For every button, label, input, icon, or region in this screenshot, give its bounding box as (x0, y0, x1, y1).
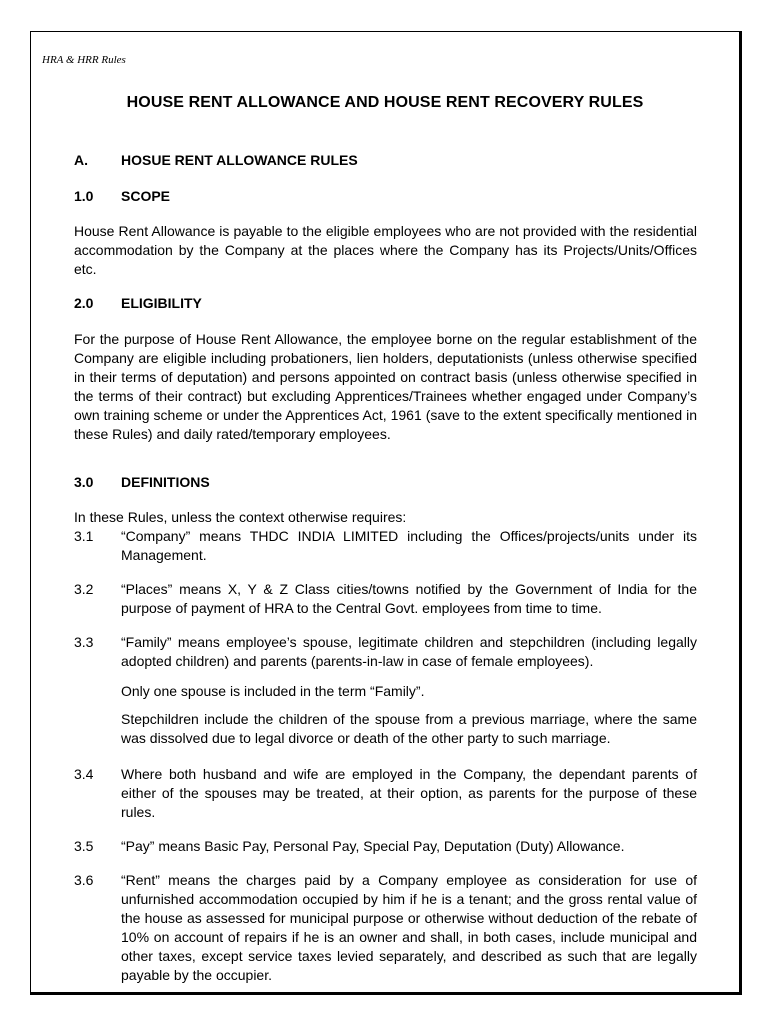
item-text: “Places” means X, Y & Z Class cities/towns notified by the Government of India for the purpose of payment of HRA to the Central Govt. employees from time to time. (121, 581, 697, 616)
section-number: A. (74, 152, 88, 168)
item-text: “Company” means THDC INDIA LIMITED including the Offices/projects/units under its Management. (121, 528, 697, 563)
eligibility-paragraph: For the purpose of House Rent Allowance, the employee borne on the regular establishment of the Company are eligible including probationers, lien holders, deputationists (unless otherwise specified in their terms of deputation) and persons appointed on contract basis (unless otherwise specified in the terms of their contract) but excluding Apprentices/Trainees whether engaged under Company’s own training scheme or under the Apprentices Act, 1961 (save to the extent specifically mentioned in these Rules) and daily rated/temporary employees. (74, 331, 697, 442)
definition-item (74, 527, 697, 565)
definition-item (74, 633, 697, 671)
item-number: 3.5 (74, 838, 94, 854)
section-a-heading (74, 152, 358, 168)
item-number: 3.1 (74, 528, 94, 544)
definition-item (74, 837, 697, 856)
definition-item (74, 580, 697, 618)
section-number: 1.0 (74, 188, 94, 204)
family-note: Only one spouse is included in the term “Family”. (121, 683, 425, 699)
section-number: 3.0 (74, 474, 94, 490)
definition-item (74, 871, 697, 985)
definitions-heading (74, 474, 210, 490)
section-label: SCOPE (121, 188, 171, 204)
item-text: “Family” means employee’s spouse, legitimate children and stepchildren (including legally adopted children) and parents (parents-in-law in case of female employees). (121, 634, 697, 669)
scope-paragraph: House Rent Allowance is payable to the eligible employees who are not provided with the residential accommodation by the Company at the places where the Company has its Projects/Units/Offices etc. (74, 223, 697, 277)
item-text: “Rent” means the charges paid by a Company employee as consideration for use of unfurnished accommodation occupied by him if he is a tenant; and the gross rental value of the house as assessed for municipal purpose or otherwise without deduction of the rebate of 10% on account of repairs if he is an owner and shall, in both cases, include municipal and other taxes, except service taxes levied separately, and described as such that are legally payable by the occupier. (121, 872, 697, 983)
section-number: 2.0 (74, 295, 94, 311)
family-note: Stepchildren include the children of the spouse from a previous marriage, where the same was dissolved due to legal divorce or death of the other party to such marriage. (121, 711, 697, 746)
section-label: DEFINITIONS (121, 474, 210, 490)
running-header: HRA & HRR Rules (42, 54, 126, 66)
item-number: 3.2 (74, 581, 94, 597)
definition-item (74, 765, 697, 822)
definitions-intro: In these Rules, unless the context otherwise requires: (74, 509, 407, 525)
item-number: 3.3 (74, 634, 94, 650)
section-label: HOSUE RENT ALLOWANCE RULES (121, 152, 358, 168)
scope-heading (74, 188, 170, 204)
section-label: ELIGIBILITY (121, 295, 202, 311)
document-title: HOUSE RENT ALLOWANCE AND HOUSE RENT RECOVERY RULES (126, 94, 644, 111)
eligibility-heading (74, 295, 202, 311)
item-number: 3.6 (74, 872, 94, 888)
item-number: 3.4 (74, 766, 94, 782)
item-text: Where both husband and wife are employed in the Company, the dependant parents of either of the spouses may be treated, at their option, as parents for the purpose of these rules. (121, 766, 697, 820)
item-text: “Pay” means Basic Pay, Personal Pay, Special Pay, Deputation (Duty) Allowance. (121, 838, 625, 854)
